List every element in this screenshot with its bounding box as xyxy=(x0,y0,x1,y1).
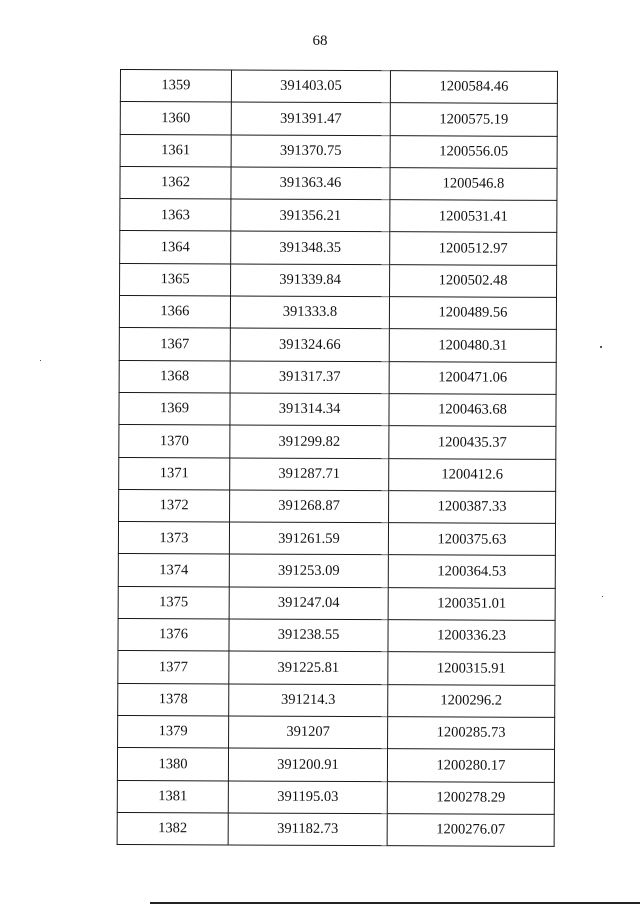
y-coordinate-cell: 1200584.46 xyxy=(390,71,557,104)
x-coordinate-cell: 391324.66 xyxy=(230,328,389,361)
x-coordinate-cell: 391370.75 xyxy=(231,135,390,168)
x-coordinate-cell: 391247.04 xyxy=(229,587,388,620)
table-row xyxy=(120,166,557,200)
point-number-cell: 1379 xyxy=(118,715,229,748)
point-number-cell: 1367 xyxy=(119,328,230,361)
table-row xyxy=(119,489,556,523)
x-coordinate-cell: 391225.81 xyxy=(229,651,388,684)
table-row xyxy=(117,812,554,846)
page-number: 68 xyxy=(312,33,328,49)
point-number-cell: 1368 xyxy=(119,360,230,393)
y-coordinate-cell: 1200463.68 xyxy=(389,394,556,427)
point-number-cell: 1362 xyxy=(120,166,231,199)
x-coordinate-cell: 391287.71 xyxy=(230,458,389,491)
table-row xyxy=(118,554,555,588)
table-row xyxy=(118,651,555,685)
table-row xyxy=(118,715,555,749)
point-number-cell: 1371 xyxy=(119,457,230,490)
x-coordinate-cell: 391317.37 xyxy=(230,361,389,394)
y-coordinate-cell: 1200351.01 xyxy=(388,587,555,620)
table-row xyxy=(119,328,556,362)
table-row xyxy=(120,134,557,168)
y-coordinate-cell: 1200296.2 xyxy=(388,684,555,717)
table-row xyxy=(120,70,557,104)
point-number-cell: 1359 xyxy=(120,70,231,103)
point-number-cell: 1360 xyxy=(120,102,231,135)
x-coordinate-cell: 391253.09 xyxy=(229,554,388,587)
table-row xyxy=(120,263,557,297)
x-coordinate-cell: 391314.34 xyxy=(230,393,389,426)
x-coordinate-cell: 391207 xyxy=(229,716,388,749)
y-coordinate-cell: 1200412.6 xyxy=(389,458,556,491)
point-number-cell: 1365 xyxy=(120,263,231,296)
y-coordinate-cell: 1200489.56 xyxy=(389,297,556,330)
y-coordinate-cell: 1200364.53 xyxy=(388,555,555,588)
x-coordinate-cell: 391403.05 xyxy=(231,70,390,103)
table-body xyxy=(117,70,557,847)
y-coordinate-cell: 1200546.8 xyxy=(390,168,557,201)
x-coordinate-cell: 391356.21 xyxy=(231,199,390,232)
point-number-cell: 1372 xyxy=(119,489,230,522)
y-coordinate-cell: 1200531.41 xyxy=(390,200,557,233)
scan-speck xyxy=(600,346,602,348)
x-coordinate-cell: 391268.87 xyxy=(230,490,389,523)
x-coordinate-cell: 391391.47 xyxy=(231,102,390,135)
table-row xyxy=(117,748,554,782)
table-row xyxy=(119,360,556,394)
point-number-cell: 1380 xyxy=(117,748,228,781)
point-number-cell: 1369 xyxy=(119,392,230,425)
y-coordinate-cell: 1200336.23 xyxy=(388,620,555,653)
y-coordinate-cell: 1200471.06 xyxy=(389,361,556,394)
point-number-cell: 1366 xyxy=(119,296,230,329)
y-coordinate-cell: 1200435.37 xyxy=(389,426,556,459)
point-number-cell: 1376 xyxy=(118,619,229,652)
table-row xyxy=(119,296,556,330)
table-row xyxy=(117,780,554,814)
table-row xyxy=(118,619,555,653)
table-row xyxy=(118,586,555,620)
point-number-cell: 1373 xyxy=(118,522,229,555)
scan-speck xyxy=(602,596,603,597)
x-coordinate-cell: 391333.8 xyxy=(230,296,389,329)
point-number-cell: 1377 xyxy=(118,651,229,684)
scan-speck xyxy=(40,360,41,361)
bottom-rule xyxy=(150,902,640,904)
x-coordinate-cell: 391214.3 xyxy=(229,684,388,717)
y-coordinate-cell: 1200502.48 xyxy=(390,264,557,297)
point-number-cell: 1370 xyxy=(119,425,230,458)
y-coordinate-cell: 1200575.19 xyxy=(390,103,557,136)
y-coordinate-cell: 1200375.63 xyxy=(388,523,555,556)
x-coordinate-cell: 391363.46 xyxy=(231,167,390,200)
y-coordinate-cell: 1200280.17 xyxy=(387,749,554,782)
x-coordinate-cell: 391261.59 xyxy=(229,522,388,555)
x-coordinate-cell: 391299.82 xyxy=(230,425,389,458)
point-number-cell: 1381 xyxy=(117,780,228,813)
point-number-cell: 1374 xyxy=(118,554,229,587)
y-coordinate-cell: 1200387.33 xyxy=(389,491,556,524)
table-row xyxy=(119,392,556,426)
x-coordinate-cell: 391348.35 xyxy=(231,231,390,264)
y-coordinate-cell: 1200278.29 xyxy=(387,781,554,814)
x-coordinate-cell: 391182.73 xyxy=(228,813,387,846)
x-coordinate-cell: 391195.03 xyxy=(228,781,387,814)
point-number-cell: 1363 xyxy=(120,199,231,232)
table-row xyxy=(118,522,555,556)
table-row xyxy=(119,457,556,491)
y-coordinate-cell: 1200285.73 xyxy=(388,717,555,750)
point-number-cell: 1361 xyxy=(120,134,231,167)
point-number-cell: 1378 xyxy=(118,683,229,716)
table-row xyxy=(120,199,557,233)
y-coordinate-cell: 1200276.07 xyxy=(387,814,554,847)
y-coordinate-cell: 1200512.97 xyxy=(390,232,557,265)
table-row xyxy=(120,102,557,136)
point-number-cell: 1364 xyxy=(120,231,231,264)
x-coordinate-cell: 391200.91 xyxy=(228,748,387,781)
coordinates-table xyxy=(117,69,558,847)
y-coordinate-cell: 1200315.91 xyxy=(388,652,555,685)
point-number-cell: 1382 xyxy=(117,812,228,845)
x-coordinate-cell: 391339.84 xyxy=(231,264,390,297)
y-coordinate-cell: 1200480.31 xyxy=(389,329,556,362)
table-row xyxy=(120,231,557,265)
table-row xyxy=(118,683,555,717)
table-row xyxy=(119,425,556,459)
x-coordinate-cell: 391238.55 xyxy=(229,619,388,652)
y-coordinate-cell: 1200556.05 xyxy=(390,135,557,168)
point-number-cell: 1375 xyxy=(118,586,229,619)
